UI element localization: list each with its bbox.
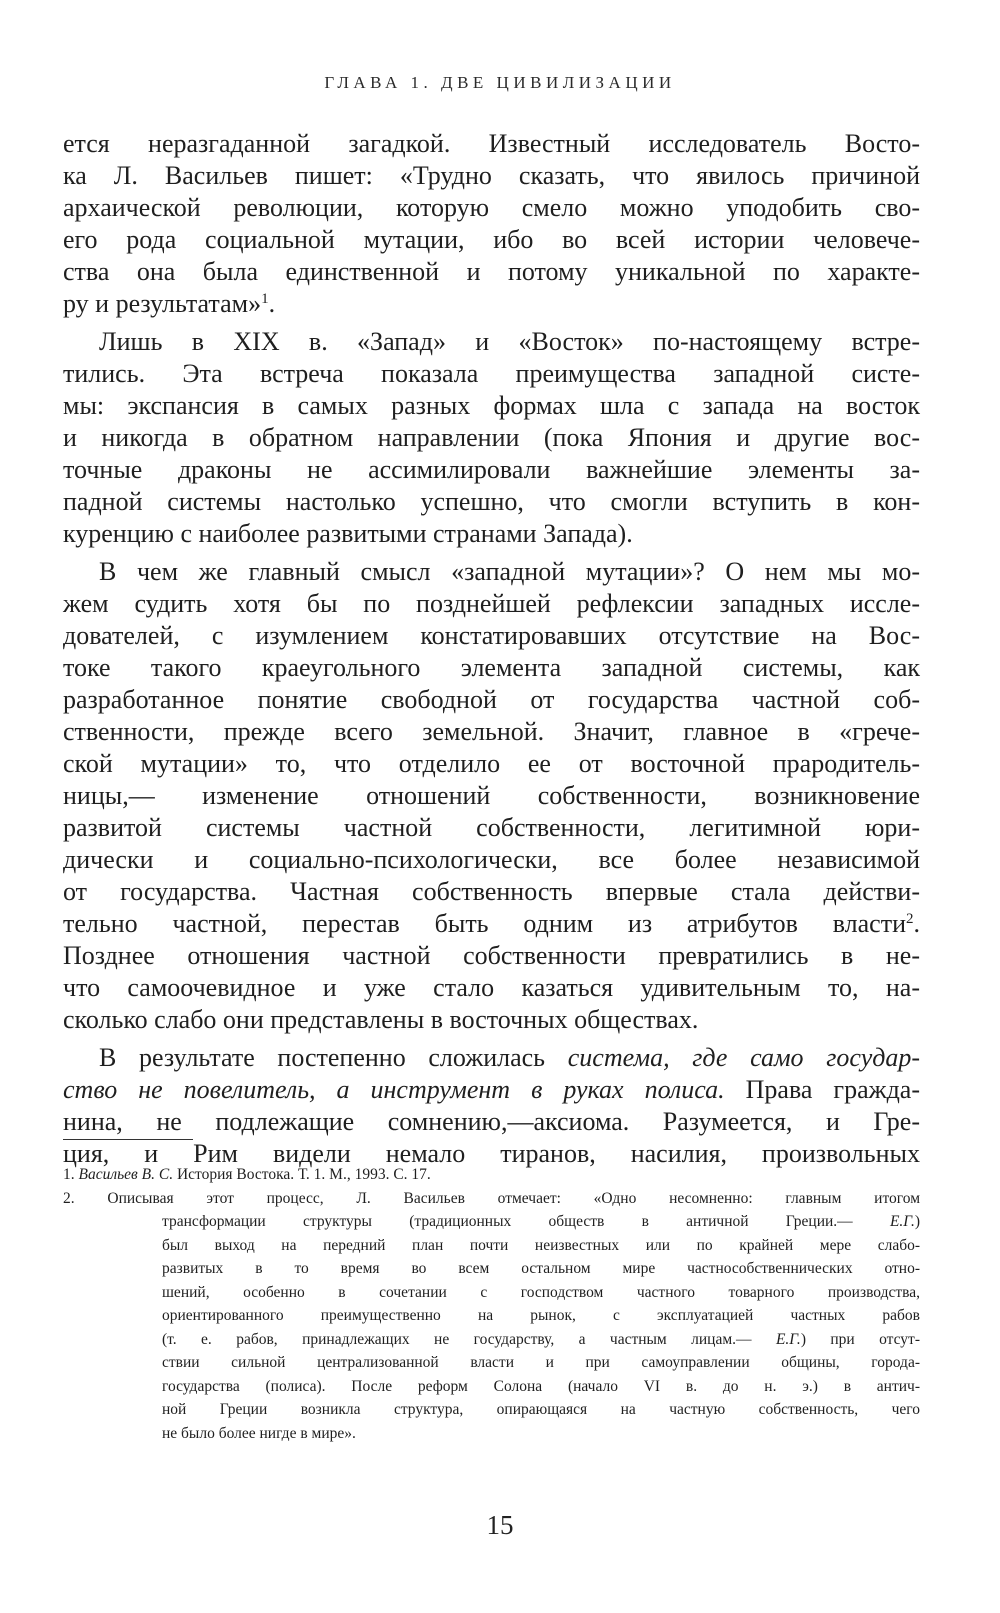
text-line: разработанное понятие свободной от государства частной соб- xyxy=(63,685,920,714)
text-line: архаической революции, которую смело можно уподобить сво- xyxy=(63,193,920,222)
text-line xyxy=(63,908,920,940)
footnote-ref-1[interactable]: 1 xyxy=(261,291,269,307)
text-fragment: тельно частной, перестав быть одним из атрибутов власти xyxy=(63,909,906,938)
running-header: ГЛАВА 1. ДВЕ ЦИВИЛИЗАЦИИ xyxy=(324,73,676,92)
text-fragment: Права гражда- xyxy=(724,1075,921,1104)
text-line: точные драконы не ассимилировали важнейшие элементы за- xyxy=(63,455,920,484)
text-line: жем судить хотя бы по позднейшей рефлексии западных иссле- xyxy=(63,589,920,618)
text-line: ется неразгаданной загадкой. Известный исследователь Восто- xyxy=(63,129,920,158)
text-line: ницы,— изменение отношений собственности, возникновение xyxy=(63,781,920,810)
footnote-2 xyxy=(63,1187,920,1211)
main-text xyxy=(63,128,920,1170)
footnote-line: государства (полиса). После реформ Солона (начало VI в. до н. э.) в антич- xyxy=(162,1377,920,1395)
emphasis-text: система, где само государ- xyxy=(567,1043,920,1072)
text-line: ция, и Рим видели немало тиранов, насилия, произвольных xyxy=(63,1139,920,1168)
text-line: Лишь в XIX в. «Запад» и «Восток» по-настоящему встре- xyxy=(99,327,920,356)
text-line: падной системы настолько успешно, что смогли вступить в кон- xyxy=(63,487,920,516)
footnote-1 xyxy=(63,1163,920,1187)
footnote-text: трансформации структуры (традиционных обществ в античной Греции.— xyxy=(162,1213,890,1230)
text-line: токе такого краеугольного элемента западной системы, как xyxy=(63,653,920,682)
text-line: его рода социальной мутации, ибо во всей истории человече- xyxy=(63,225,920,254)
text-line: Позднее отношения частной собственности превратились в не- xyxy=(63,941,920,970)
footnote-number: 1. xyxy=(63,1166,75,1183)
footnote-divider xyxy=(63,1139,193,1140)
text-fragment: . xyxy=(913,909,920,938)
text-fragment: В результате постепенно сложилась xyxy=(99,1043,568,1072)
page-number: 15 xyxy=(486,1510,514,1540)
text-line: от государства. Частная собственность впервые стала действи- xyxy=(63,877,920,906)
text-line: и никогда в обратном направлении (пока Япония и другие вос- xyxy=(63,423,920,452)
text-line: сколько слабо они представлены в восточных обществах. xyxy=(63,1005,699,1034)
text-line: нина, не подлежащие сомнению,—аксиома. Разумеется, и Гре- xyxy=(63,1107,920,1136)
text-line: дователей, с изумлением констатировавших отсутствие на Вос- xyxy=(63,621,920,650)
emphasis-text: ство не повелитель, а инструмент в руках полиса. xyxy=(63,1075,725,1104)
text-fragment: . xyxy=(268,289,276,318)
text-line: В чем же главный смысл «западной мутации»? О нем мы мо- xyxy=(99,557,920,586)
text-line xyxy=(63,1074,920,1106)
footnote-number: 2. xyxy=(63,1189,75,1207)
text-line: ства она была единственной и потому уникальной по характе- xyxy=(63,257,920,286)
text-line: куренцию с наиболее развитыми странами Запада). xyxy=(63,519,633,548)
footnote-line: ствии сильной централизованной власти и при самоуправлении общины, города- xyxy=(162,1354,920,1371)
text-line: дически и социально-психологически, все более независимой xyxy=(63,845,920,874)
footnote-text: ) xyxy=(914,1213,920,1230)
footnote-line: не было более нигде в мире». xyxy=(162,1424,356,1442)
text-line xyxy=(63,1042,920,1074)
text-line: ственности, прежде всего земельной. Значит, главное в «грече- xyxy=(63,717,920,746)
footnote-line: шений, особенно в сочетании с господством частного товарного производства, xyxy=(162,1283,920,1301)
text-line: мы: экспансия в самых разных формах шла с запада на восток xyxy=(63,391,920,420)
footnote-text: История Востока. Т. 1. М., 1993. С. 17. xyxy=(176,1166,431,1183)
footnote-line xyxy=(63,1328,920,1352)
footnote-line: развитых в то время во всем остальном мире частнособственнических отно- xyxy=(162,1260,920,1277)
footnote-text: Описывая этот процесс, Л. Васильев отмечает: «Одно несомненно: главным итогом xyxy=(107,1189,921,1207)
text-line: развитой системы частной собственности, легитимной юри- xyxy=(63,813,920,842)
author-initials: Е.Г. xyxy=(775,1330,801,1348)
text-fragment: ру и результатам» xyxy=(63,289,262,318)
text-line xyxy=(63,288,920,320)
footnote-text: ) при отсут- xyxy=(800,1330,920,1348)
footnote-line xyxy=(63,1210,920,1234)
text-line: ской мутации» то, что отделило ее от восточной прародитель- xyxy=(63,749,920,778)
footnote-line: ной Греции возникла структура, опирающаяся на частную собственность, чего xyxy=(162,1401,920,1418)
footnote-ref-2[interactable]: 2 xyxy=(906,911,914,927)
text-line: что самоочевидное и уже стало казаться удивительным то, на- xyxy=(63,973,920,1002)
text-line: тились. Эта встреча показала преимущества западной систе- xyxy=(63,359,920,388)
footnote-line: ориентированного преимущественно на рынок, с эксплуатацией частных рабов xyxy=(162,1307,920,1324)
footnote-author: Васильев В. С. xyxy=(78,1166,174,1183)
footnote-text: (т. е. рабов, принадлежащих не государству, а частным лицам.— xyxy=(162,1330,776,1348)
footnotes xyxy=(63,1163,920,1445)
footnote-line: был выход на передний план почти неизвестных или по крайней мере слабо- xyxy=(162,1236,920,1254)
author-initials: Е.Г. xyxy=(889,1213,915,1230)
text-line: ка Л. Васильев пишет: «Трудно сказать, что явилось причиной xyxy=(63,161,920,190)
